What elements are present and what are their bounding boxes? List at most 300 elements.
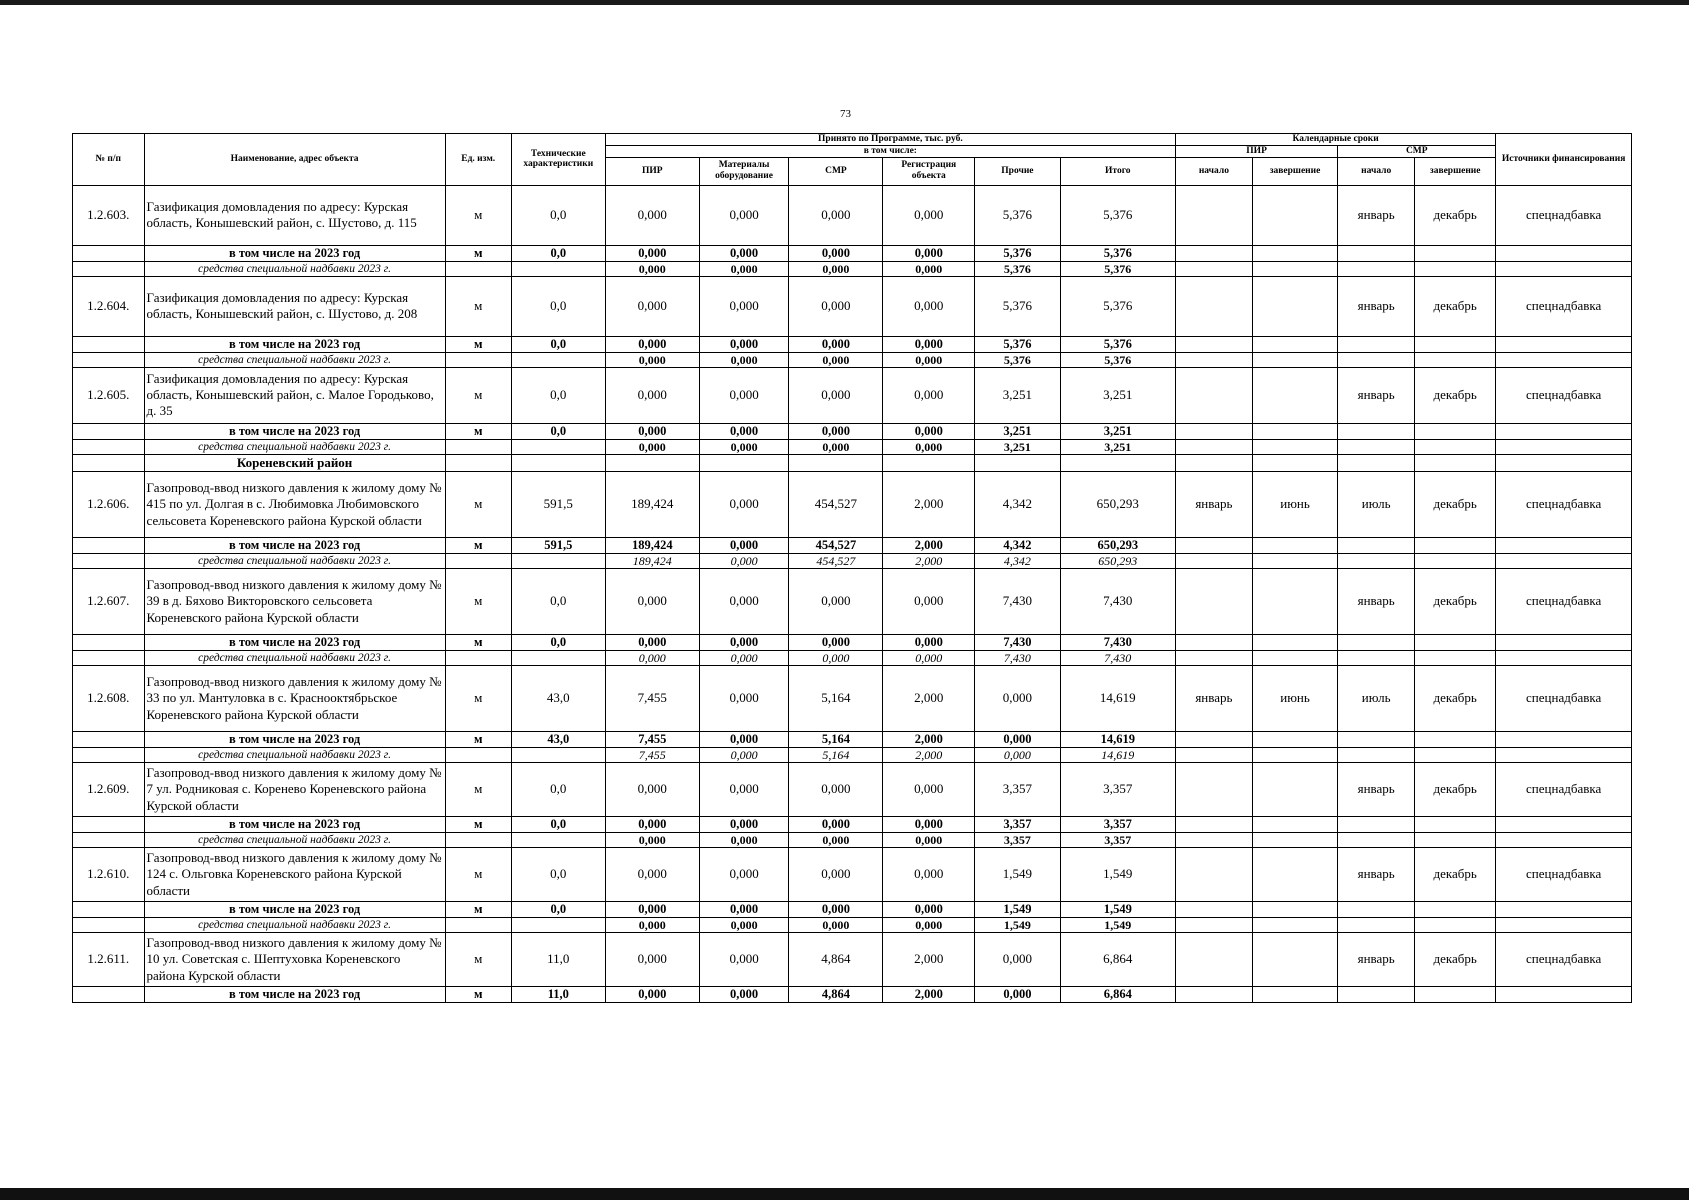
cell-blank [445,554,511,569]
value-total: 6,864 [1060,933,1175,987]
tech-characteristics: 0,0 [511,185,605,245]
cell-blank [1175,454,1252,471]
subtotal-mat: 0,000 [699,423,789,439]
unit: м [445,666,511,732]
unit: м [445,933,511,987]
cell-blank [445,454,511,471]
object-row [73,666,1632,732]
subtotal-label: в том числе на 2023 год [144,336,445,352]
pir-start [1175,367,1252,423]
year-subtotal-row [73,336,1632,352]
cell-blank [1496,261,1632,276]
cell-blank [1060,454,1175,471]
special-fund-pir: 0,000 [605,833,699,848]
unit: м [445,569,511,635]
special-fund-total: 3,251 [1060,439,1175,454]
subtotal-mat: 0,000 [699,245,789,261]
cell-blank [1496,918,1632,933]
row-number: 1.2.609. [73,763,145,817]
special-fund-other: 7,430 [975,651,1060,666]
subtotal-reg: 0,000 [883,817,975,833]
cell-blank [883,454,975,471]
header-name: Наименование, адрес объекта [144,134,445,186]
special-fund-pir: 0,000 [605,651,699,666]
tech-characteristics: 591,5 [511,538,605,554]
special-fund-row [73,352,1632,367]
special-fund-smr: 454,527 [789,554,883,569]
subtotal-pir: 0,000 [605,902,699,918]
tech-characteristics: 0,0 [511,635,605,651]
value-total: 650,293 [1060,472,1175,538]
funding-source: спецнадбавка [1496,666,1632,732]
cell-blank [1338,748,1415,763]
row-number: 1.2.611. [73,933,145,987]
cell-blank [1338,554,1415,569]
subtotal-total: 3,251 [1060,423,1175,439]
cell-blank [1252,336,1337,352]
value-total: 7,430 [1060,569,1175,635]
cell-blank [1496,454,1632,471]
special-fund-total: 7,430 [1060,651,1175,666]
funding-source: спецнадбавка [1496,848,1632,902]
cell-blank [1175,336,1252,352]
special-fund-row [73,833,1632,848]
special-fund-label: средства специальной надбавки 2023 г. [144,439,445,454]
smr-end: декабрь [1415,367,1496,423]
cell-blank [73,987,145,1003]
value-other: 3,251 [975,367,1060,423]
cell-blank [73,918,145,933]
special-fund-pir: 0,000 [605,261,699,276]
cell-blank [1496,732,1632,748]
cell-blank [1252,918,1337,933]
object-row [73,848,1632,902]
cell-blank [1338,245,1415,261]
value-mat: 0,000 [699,569,789,635]
cell-blank [1252,987,1337,1003]
value-total: 5,376 [1060,185,1175,245]
subtotal-total: 5,376 [1060,336,1175,352]
tech-characteristics: 0,0 [511,817,605,833]
cell-blank [1415,454,1496,471]
subtotal-pir: 0,000 [605,245,699,261]
row-number: 1.2.607. [73,569,145,635]
subtotal-mat: 0,000 [699,902,789,918]
cell-blank [1496,439,1632,454]
subtotal-pir: 7,455 [605,732,699,748]
tech-characteristics: 0,0 [511,848,605,902]
special-fund-mat: 0,000 [699,918,789,933]
unit: м [445,423,511,439]
object-row [73,276,1632,336]
cell-blank [73,748,145,763]
funding-source: спецнадбавка [1496,276,1632,336]
subtotal-label: в том числе на 2023 год [144,538,445,554]
value-reg: 0,000 [883,276,975,336]
cell-blank [1175,423,1252,439]
cell-blank [1175,833,1252,848]
special-fund-other: 1,549 [975,918,1060,933]
smr-end: декабрь [1415,472,1496,538]
pir-end [1252,367,1337,423]
cell-blank [73,261,145,276]
special-fund-label: средства специальной надбавки 2023 г. [144,918,445,933]
special-fund-row [73,918,1632,933]
value-other: 0,000 [975,666,1060,732]
unit: м [445,763,511,817]
special-fund-smr: 0,000 [789,439,883,454]
cell-blank [445,918,511,933]
cell-blank [73,454,145,471]
special-fund-reg: 2,000 [883,554,975,569]
special-fund-mat: 0,000 [699,833,789,848]
special-fund-smr: 0,000 [789,651,883,666]
subtotal-other: 4,342 [975,538,1060,554]
cell-blank [1415,538,1496,554]
subtotal-label: в том числе на 2023 год [144,732,445,748]
header-unit: Ед. изм. [445,134,511,186]
subtotal-other: 5,376 [975,336,1060,352]
special-fund-row [73,651,1632,666]
subtotal-label: в том числе на 2023 год [144,817,445,833]
cell-blank [511,352,605,367]
cell-blank [1175,261,1252,276]
value-other: 7,430 [975,569,1060,635]
cell-blank [1175,439,1252,454]
value-pir: 0,000 [605,276,699,336]
tech-characteristics: 591,5 [511,472,605,538]
subtotal-total: 6,864 [1060,987,1175,1003]
unit: м [445,336,511,352]
cell-blank [1252,817,1337,833]
special-fund-total: 14,619 [1060,748,1175,763]
cell-blank [1175,538,1252,554]
subtotal-reg: 0,000 [883,336,975,352]
year-subtotal-row [73,817,1632,833]
cell-blank [1252,454,1337,471]
cell-blank [1496,902,1632,918]
special-fund-other: 5,376 [975,352,1060,367]
value-smr: 454,527 [789,472,883,538]
value-other: 4,342 [975,472,1060,538]
cell-blank [1338,732,1415,748]
header-including: в том числе: [605,145,1175,157]
cell-blank [73,651,145,666]
smr-end: декабрь [1415,848,1496,902]
tech-characteristics: 43,0 [511,666,605,732]
cell-blank [1415,833,1496,848]
cell-blank [1338,918,1415,933]
header-pir-end: завершение [1252,157,1337,185]
value-pir: 0,000 [605,367,699,423]
special-fund-other: 4,342 [975,554,1060,569]
header-no: № п/п [73,134,145,186]
cell-blank [73,352,145,367]
subtotal-smr: 0,000 [789,635,883,651]
pir-end [1252,848,1337,902]
subtotal-smr: 5,164 [789,732,883,748]
special-fund-pir: 7,455 [605,748,699,763]
smr-start: январь [1338,185,1415,245]
object-name: Газопровод-ввод низкого давления к жилому дому № 10 ул. Советская с. Шептуховка Кореневского района Курской области [144,933,445,987]
subtotal-reg: 0,000 [883,423,975,439]
cell-blank [73,336,145,352]
subtotal-mat: 0,000 [699,336,789,352]
subtotal-mat: 0,000 [699,538,789,554]
tech-characteristics: 43,0 [511,732,605,748]
cell-blank [1338,635,1415,651]
special-fund-total: 1,549 [1060,918,1175,933]
subtotal-reg: 2,000 [883,987,975,1003]
special-fund-other: 3,357 [975,833,1060,848]
row-number: 1.2.606. [73,472,145,538]
header-materials: Материалы оборудование [699,157,789,185]
unit: м [445,472,511,538]
pir-end [1252,185,1337,245]
cell-blank [511,651,605,666]
value-smr: 0,000 [789,569,883,635]
smr-start: январь [1338,763,1415,817]
cell-blank [1252,352,1337,367]
cell-blank [1415,423,1496,439]
value-reg: 2,000 [883,666,975,732]
header-cal-pir: ПИР [1175,145,1337,157]
special-fund-pir: 0,000 [605,918,699,933]
pir-start: январь [1175,666,1252,732]
subtotal-other: 7,430 [975,635,1060,651]
special-fund-mat: 0,000 [699,554,789,569]
value-mat: 0,000 [699,666,789,732]
cell-blank [445,261,511,276]
unit: м [445,245,511,261]
special-fund-label: средства специальной надбавки 2023 г. [144,554,445,569]
cell-blank [1415,817,1496,833]
row-number: 1.2.603. [73,185,145,245]
value-other: 3,357 [975,763,1060,817]
tech-characteristics: 0,0 [511,276,605,336]
cell-blank [1496,554,1632,569]
pir-end [1252,933,1337,987]
pir-start [1175,933,1252,987]
cell-blank [73,245,145,261]
cell-blank [1496,538,1632,554]
cell-blank [1175,635,1252,651]
subtotal-mat: 0,000 [699,635,789,651]
subtotal-label: в том числе на 2023 год [144,635,445,651]
funding-source: спецнадбавка [1496,763,1632,817]
object-row [73,367,1632,423]
cell-blank [1496,423,1632,439]
value-other: 1,549 [975,848,1060,902]
cell-blank [73,439,145,454]
cell-blank [445,439,511,454]
object-name: Газопровод-ввод низкого давления к жилому дому № 39 в д. Бяхово Викторовского сельсовета Кореневского района Курской области [144,569,445,635]
pir-start: январь [1175,472,1252,538]
subtotal-smr: 0,000 [789,817,883,833]
value-mat: 0,000 [699,933,789,987]
year-subtotal-row [73,732,1632,748]
cell-blank [1338,261,1415,276]
tech-characteristics: 0,0 [511,245,605,261]
cell-blank [1252,651,1337,666]
object-name: Газификация домовладения по адресу: Курская область, Конышевский район, с. Шустово, д. 208 [144,276,445,336]
value-reg: 2,000 [883,933,975,987]
subtotal-smr: 454,527 [789,538,883,554]
cell-blank [1252,245,1337,261]
value-pir: 0,000 [605,569,699,635]
special-fund-total: 5,376 [1060,261,1175,276]
cell-blank [1175,651,1252,666]
special-fund-label: средства специальной надбавки 2023 г. [144,352,445,367]
value-other: 5,376 [975,276,1060,336]
pir-end [1252,569,1337,635]
header-pir: ПИР [605,157,699,185]
value-other: 5,376 [975,185,1060,245]
value-smr: 0,000 [789,367,883,423]
subtotal-other: 3,251 [975,423,1060,439]
cell-blank [1415,439,1496,454]
special-fund-smr: 0,000 [789,261,883,276]
cell-blank [1252,261,1337,276]
cell-blank [1175,732,1252,748]
subtotal-reg: 0,000 [883,635,975,651]
table-body [73,185,1632,1002]
cell-blank [1496,817,1632,833]
value-mat: 0,000 [699,276,789,336]
special-fund-pir: 0,000 [605,352,699,367]
cell-blank [1252,833,1337,848]
subtotal-label: в том числе на 2023 год [144,245,445,261]
cell-blank [73,635,145,651]
funding-source: спецнадбавка [1496,185,1632,245]
subtotal-pir: 0,000 [605,423,699,439]
value-other: 0,000 [975,933,1060,987]
cell-blank [1252,902,1337,918]
special-fund-row [73,748,1632,763]
pir-end: июнь [1252,472,1337,538]
smr-start: июль [1338,472,1415,538]
header-registration: Регистрация объекта [883,157,975,185]
subtotal-reg: 0,000 [883,245,975,261]
cell-blank [975,454,1060,471]
tech-characteristics: 0,0 [511,423,605,439]
subtotal-label: в том числе на 2023 год [144,902,445,918]
smr-start: январь [1338,933,1415,987]
subtotal-pir: 189,424 [605,538,699,554]
special-fund-reg: 0,000 [883,439,975,454]
pir-start [1175,569,1252,635]
pir-end [1252,763,1337,817]
value-total: 14,619 [1060,666,1175,732]
cell-blank [1175,902,1252,918]
cell-blank [1252,748,1337,763]
cell-blank [699,454,789,471]
subtotal-smr: 0,000 [789,423,883,439]
value-reg: 0,000 [883,569,975,635]
special-fund-smr: 0,000 [789,352,883,367]
header-smr-start: начало [1338,157,1415,185]
smr-end: декабрь [1415,933,1496,987]
subtotal-other: 0,000 [975,732,1060,748]
cell-blank [1175,817,1252,833]
value-pir: 0,000 [605,848,699,902]
value-total: 5,376 [1060,276,1175,336]
smr-start: январь [1338,848,1415,902]
value-smr: 4,864 [789,933,883,987]
header-calendar: Календарные сроки [1175,134,1495,146]
pir-start [1175,185,1252,245]
cell-blank [1415,732,1496,748]
pir-start [1175,848,1252,902]
special-fund-label: средства специальной надбавки 2023 г. [144,651,445,666]
subtotal-label: в том числе на 2023 год [144,987,445,1003]
cell-blank [1496,748,1632,763]
pir-end: июнь [1252,666,1337,732]
subtotal-pir: 0,000 [605,635,699,651]
cell-blank [1415,352,1496,367]
cell-blank [605,454,699,471]
unit: м [445,817,511,833]
subtotal-total: 1,549 [1060,902,1175,918]
cell-blank [1252,635,1337,651]
smr-end: декабрь [1415,276,1496,336]
subtotal-total: 5,376 [1060,245,1175,261]
cell-blank [1496,336,1632,352]
object-name: Газопровод-ввод низкого давления к жилому дому № 124 с. Ольговка Кореневского района Курской области [144,848,445,902]
cell-blank [1415,336,1496,352]
row-number: 1.2.608. [73,666,145,732]
cell-blank [1338,454,1415,471]
value-pir: 0,000 [605,185,699,245]
unit: м [445,185,511,245]
special-fund-reg: 0,000 [883,261,975,276]
subtotal-pir: 0,000 [605,336,699,352]
unit: м [445,538,511,554]
tech-characteristics: 0,0 [511,336,605,352]
tech-characteristics: 11,0 [511,933,605,987]
cell-blank [1496,651,1632,666]
funding-source: спецнадбавка [1496,569,1632,635]
special-fund-total: 650,293 [1060,554,1175,569]
value-reg: 0,000 [883,763,975,817]
special-fund-reg: 2,000 [883,748,975,763]
value-mat: 0,000 [699,763,789,817]
cell-blank [73,833,145,848]
tech-characteristics: 11,0 [511,987,605,1003]
object-row [73,763,1632,817]
unit: м [445,987,511,1003]
special-fund-reg: 0,000 [883,651,975,666]
value-reg: 0,000 [883,367,975,423]
cell-blank [1252,538,1337,554]
value-smr: 0,000 [789,276,883,336]
special-fund-pir: 0,000 [605,439,699,454]
cell-blank [1338,817,1415,833]
special-fund-label: средства специальной надбавки 2023 г. [144,833,445,848]
header-pir-start: начало [1175,157,1252,185]
pir-end [1252,276,1337,336]
cell-blank [73,538,145,554]
page-number: 73 [840,108,851,120]
cell-blank [1415,651,1496,666]
subtotal-other: 0,000 [975,987,1060,1003]
value-pir: 0,000 [605,933,699,987]
value-mat: 0,000 [699,185,789,245]
special-fund-smr: 5,164 [789,748,883,763]
cell-blank [1415,748,1496,763]
value-pir: 0,000 [605,763,699,817]
special-fund-smr: 0,000 [789,918,883,933]
